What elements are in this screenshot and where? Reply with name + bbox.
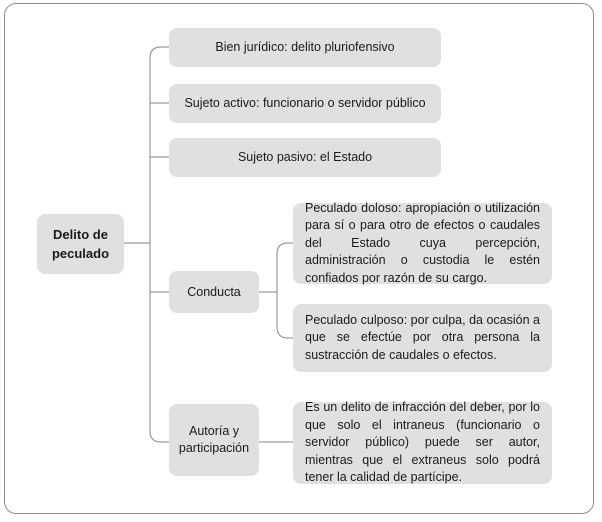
node-autoria-label: Autoría y participación — [178, 424, 250, 455]
root-node-delito-de-peculado — [37, 214, 124, 274]
node-sujeto-activo — [169, 84, 441, 123]
node-sujeto-activo-label: Sujeto activo: funcionario o servidor público — [184, 96, 426, 110]
connector-trunk — [150, 47, 169, 442]
node-autoria-participacion — [169, 404, 259, 476]
node-conducta — [169, 271, 259, 313]
root-node-label: Delito de peculado — [51, 227, 110, 261]
connector-conducta-sub — [259, 243, 293, 338]
node-sujeto-pasivo — [169, 138, 441, 177]
node-bien-juridico-label: Bien jurídico: delito pluriofensivo — [215, 40, 395, 54]
node-peculado-culposo-text: Peculado culposo: por culpa, da ocasión a que se efectúe por otra persona la sustracción de caudales o efectos. — [305, 312, 540, 362]
node-bien-juridico — [169, 28, 441, 67]
node-peculado-doloso — [293, 200, 552, 285]
node-sujeto-pasivo-label: Sujeto pasivo: el Estado — [237, 150, 373, 164]
node-autoria-detail — [293, 402, 552, 484]
node-conducta-label: Conducta — [187, 284, 241, 299]
node-peculado-culposo — [293, 304, 552, 372]
node-autoria-detail-text: Es un delito de infracción del deber, por lo que solo el intraneus (funcionario o servidor público) puede ser autor, mientras que el extraneus solo podrá tener la calidad de partícipe. — [305, 400, 540, 485]
node-peculado-doloso-text: Peculado doloso: apropiación o utilización para sí o para otro de efectos o caudales del Estado cuya percepción, administración o custodia le estén confiados por razón de su cargo. — [305, 200, 540, 285]
